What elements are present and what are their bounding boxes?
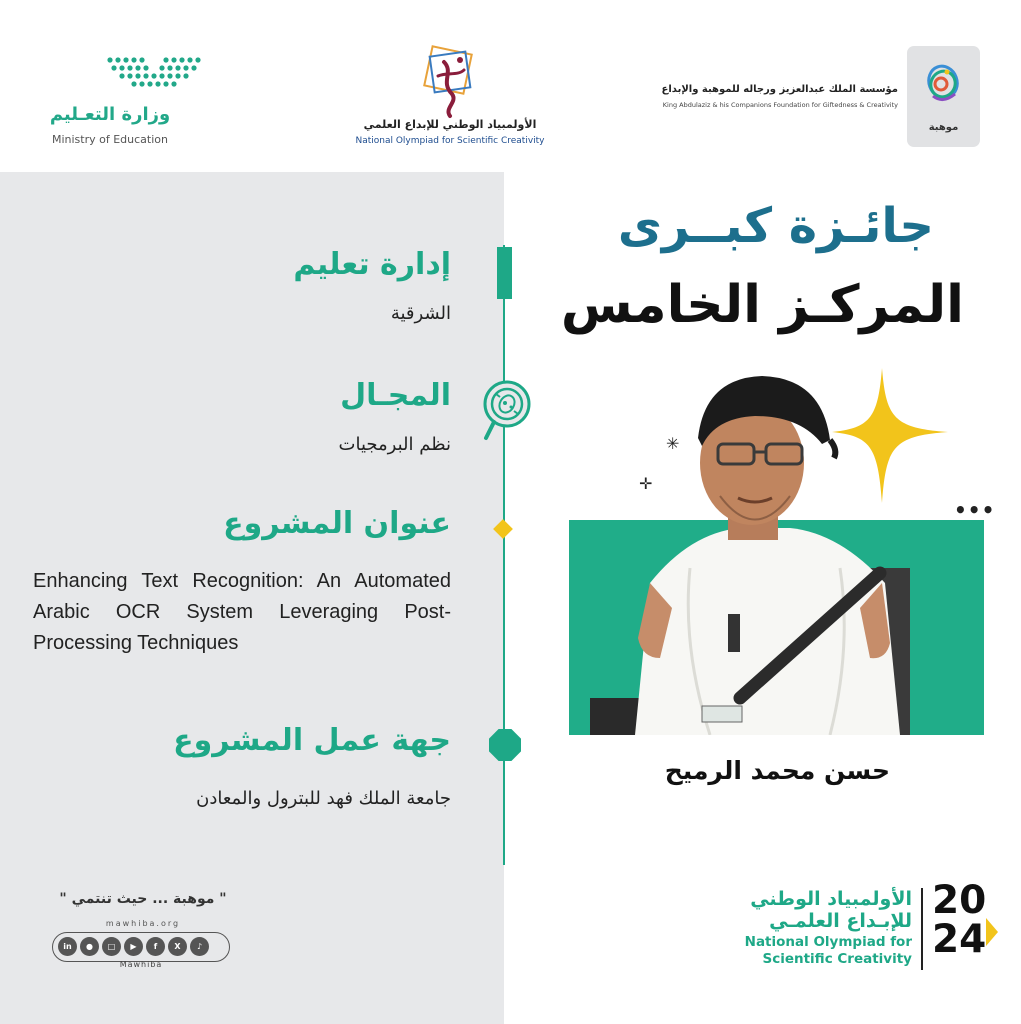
moe-logo-arabic-text: وزارة التعـليم xyxy=(49,104,171,125)
moe-logo-english-text: Ministry of Education xyxy=(51,133,168,146)
social-links-bar xyxy=(52,932,230,962)
social-handle: Mawhiba xyxy=(119,960,163,969)
foundation-english-text: King Abdulaziz & his Companions Foundation for Giftedness & Creativity xyxy=(662,101,898,109)
facebook-icon[interactable]: f xyxy=(146,937,165,956)
education-dept-value: الشرقية xyxy=(390,303,451,324)
project-title-value: Enhancing Text Recognition: An Automated Arabic OCR System Leveraging Post-Processing Techniques xyxy=(33,570,451,654)
microbe-magnifier-icon xyxy=(476,376,538,456)
year-arrow-icon xyxy=(986,918,998,946)
award-title: جائـزة كبــرى xyxy=(617,198,934,254)
field-value: نظم البرمجيات xyxy=(338,434,451,455)
timeline-line xyxy=(503,245,505,865)
olympiad-emblem-icon xyxy=(414,42,486,120)
olympiad-footer-english-line-1: National Olympiad for xyxy=(744,934,912,950)
olympiad-footer-arabic-line-1: الأولمبياد الوطني xyxy=(750,888,912,910)
moe-logo-dots-icon xyxy=(104,56,204,92)
year-bottom: 24 xyxy=(932,917,987,962)
tiktok-icon[interactable]: ♪ xyxy=(190,937,209,956)
mawhiba-logo-label: موهبة xyxy=(928,122,959,133)
olympiad-logo-arabic-text: الأولمبياد الوطني للإبداع العلمي xyxy=(363,118,537,131)
olympiad-logo-english-text: National Olympiad for Scientific Creativity xyxy=(355,136,545,146)
small-plus-sparkle-icon: ✛ xyxy=(639,474,653,493)
mawhiba-url: mawhiba.org xyxy=(105,919,181,928)
olympiad-footer-logo-arabic xyxy=(700,888,912,932)
snapchat-icon[interactable]: ● xyxy=(80,937,99,956)
year-label xyxy=(932,878,987,962)
olympiad-footer-english-line-2: Scientific Creativity xyxy=(762,951,912,967)
linkedin-icon[interactable]: in xyxy=(58,937,77,956)
x-icon[interactable]: X xyxy=(168,937,187,956)
timeline-bar-marker xyxy=(497,247,512,299)
foundation-arabic-text: مؤسسة الملك عبدالعزيز ورجاله للموهبة والإبداع xyxy=(661,84,898,95)
student-name: حسن محمد الرميح xyxy=(664,756,890,785)
ellipsis-dots-icon: ••• xyxy=(954,498,996,522)
field-heading: المجـال xyxy=(340,378,451,413)
youtube-icon[interactable]: ▶ xyxy=(124,937,143,956)
year-divider xyxy=(921,888,923,970)
project-title-heading: عنوان المشروع xyxy=(223,506,451,541)
olympiad-footer-logo-english xyxy=(700,934,912,968)
mawhiba-logo-icon xyxy=(921,60,966,110)
project-host-value: جامعة الملك فهد للبترول والمعادن xyxy=(196,788,451,809)
mawhiba-logo-box xyxy=(907,46,980,147)
year-top: 20 xyxy=(932,878,987,923)
award-rank: المركـز الخامس xyxy=(560,275,964,335)
mawhiba-slogan: " موهبة ... حيث تنتمي " xyxy=(59,891,227,907)
small-sparkle-icon: ✳ xyxy=(666,434,680,453)
olympiad-footer-arabic-line-2: للإبـداع العلمـي xyxy=(769,910,912,932)
education-dept-heading: إدارة تعليم xyxy=(293,247,451,282)
instagram-icon[interactable]: □ xyxy=(102,937,121,956)
project-host-heading: جهة عمل المشروع xyxy=(173,723,451,758)
sparkle-star-icon xyxy=(832,368,948,503)
